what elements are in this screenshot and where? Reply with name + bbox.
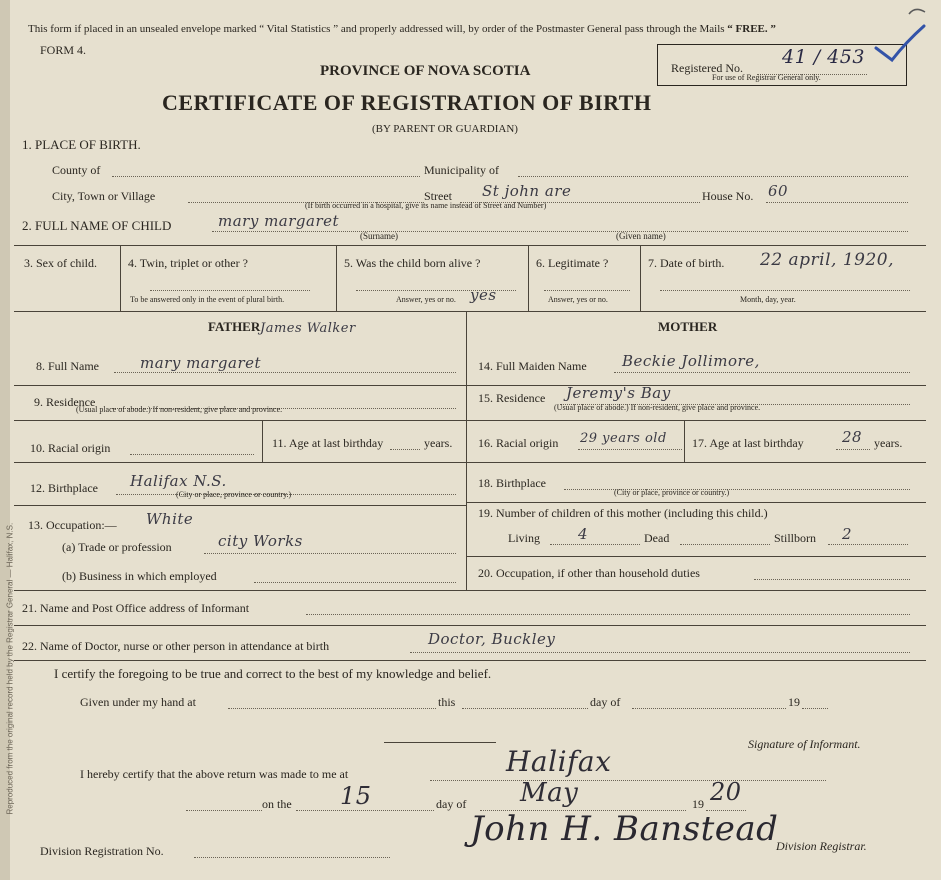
registered-value: 41 / 453 [782,46,865,68]
mother-birthplace-label: 18. Birthplace [478,476,546,490]
registrar-month-value: May [520,778,579,808]
mother-rule-3 [466,462,926,463]
father-age-line [390,449,420,450]
mother-rule-5 [466,556,926,557]
hospital-note: (If birth occurred in a hospital, give its name instead of Street and Number) [305,201,547,210]
city-label: City, Town or Village [52,189,156,203]
place-of-birth-heading: 1. PLACE OF BIRTH. [22,137,141,152]
mother-residence-note: (Usual place of abode.) If non-resident, give place and province. [554,403,761,412]
mother-age-line [836,449,870,450]
father-business-label: (b) Business in which employed [62,569,217,583]
street-value: St john are [482,182,572,200]
father-name-label: 8. Full Name [36,359,99,373]
mother-living-line [550,544,640,545]
father-rule-3 [14,462,466,463]
signature-informant-label: Signature of Informant. [748,737,861,751]
father-occupation-label: 13. Occupation:— [28,518,117,532]
mother-age-value: 28 [842,428,863,446]
row3-divider-4 [640,245,641,311]
mother-rule-2 [466,420,926,421]
corner-scribble-icon [905,2,929,26]
side-edge-text: Reproduced from the original record held by the Registrar General — Halifax, N.S. [5,522,15,815]
day-of-line [632,708,786,709]
mother-residence-value: Jeremy's Bay [566,384,671,402]
surname-note: (Surname) [360,231,398,241]
father-birthplace-note: (City or place, province or country.) [176,490,292,499]
mother-racial-label: 16. Racial origin [478,436,559,450]
mother-maiden-line [614,372,910,373]
province-title: PROVINCE OF NOVA SCOTIA [320,63,531,79]
mother-maiden-label: 14. Full Maiden Name [478,359,587,373]
father-name-line [114,372,456,373]
dob-value: 22 april, 1920, [760,250,895,270]
county-label: County of [52,163,101,177]
division-registrar-label: Division Registrar. [776,839,867,853]
division-reg-no-line [194,857,390,858]
father-birthplace-value: Halifax N.S. [130,472,227,490]
doctor-rule [14,660,926,661]
this-label: this [438,695,456,709]
mail-notice [28,24,776,35]
mother-occupation-label: 20. Occupation, if other than household duties [478,566,700,580]
mother-rule-4 [466,502,926,503]
parents-bottom-rule [14,590,926,591]
signature-line-left [384,742,496,743]
mother-birthplace-note: (City or place, province or country.) [614,488,730,497]
informant-rule [14,625,926,626]
mother-stillborn-line [828,544,908,545]
child-name-value: mary margaret [218,212,340,230]
row3-bottom-rule [14,311,926,312]
mother-maiden-value: Beckie Jollimore, [622,352,760,370]
row3-divider-2 [336,245,337,311]
on-the-label: on the [262,797,292,811]
mother-dead-label: Dead [644,531,670,545]
page-subtitle: (BY PARENT OR GUARDIAN) [372,123,518,135]
mail-notice-free: “ FREE. ” [727,23,776,35]
registrar-day-value: 15 [340,782,372,810]
father-age-years: years. [424,436,453,450]
year-prefix-1: 19 [788,695,800,709]
father-age-label: 11. Age at last birthday [272,436,384,450]
twin-line [150,290,310,291]
registered-label: Registered No. [671,61,743,75]
father-residence-label: 9. Residence [34,395,96,409]
municipality-label: Municipality of [424,163,499,177]
mother-residence-label: 15. Residence [478,391,546,405]
mother-living-value: 4 [578,525,589,543]
father-trade-value: city Works [218,532,303,550]
registrar-day-of-label: day of [436,797,467,811]
row3-divider-3 [528,245,529,311]
mother-racial-line [578,449,682,450]
given-under-line [228,708,436,709]
father-name-value: mary margaret [140,354,262,372]
mother-age-years: years. [874,436,903,450]
child-name-label: 2. FULL NAME OF CHILD [22,218,172,233]
legitimate-line [544,290,630,291]
row3-top-rule [14,245,926,246]
dob-note: Month, day, year. [740,295,796,304]
given-under-label: Given under my hand at [80,695,196,709]
form-number: FORM 4. [40,43,87,57]
informant-label: 21. Name and Post Office address of Informant [22,601,250,615]
doctor-line [410,652,910,653]
registrar-signature: John H. Banstead [470,809,779,849]
mother-children-label: 19. Number of children of this mother (including this child.) [478,506,768,520]
mother-rule-1 [466,385,926,386]
row3-divider-1 [120,245,121,311]
doctor-value: Doctor, Buckley [428,630,556,648]
father-residence-note: (Usual place of abode.) If non-resident, give place and province. [76,405,283,414]
father-name-over: James Walker [260,321,356,336]
house-label: House No. [702,189,754,203]
father-age-divider [262,420,263,462]
county-line [112,176,420,177]
parents-center-divider [466,311,467,590]
twin-label: 4. Twin, triplet or other ? [128,256,248,270]
mother-living-label: Living [508,531,540,545]
father-trade-label: (a) Trade or profession [62,540,172,554]
given-name-note: (Given name) [616,231,666,241]
legitimate-note: Answer, yes or no. [548,295,608,304]
father-racial-label: 10. Racial origin [30,441,111,455]
page-title: CERTIFICATE OF REGISTRATION OF BIRTH [162,90,652,115]
year-prefix-2: 19 [692,797,704,811]
day-of-label: day of [590,695,621,709]
left-binding-edge [0,0,15,880]
this-line [462,708,588,709]
registrar-certify-text: I hereby certify that the above return was made to me at [80,767,349,781]
dob-label: 7. Date of birth. [648,256,725,270]
father-racial-line [130,454,254,455]
father-rule-2 [14,420,466,421]
mother-occupation-line [754,579,910,580]
registrar-place-value: Halifax [506,745,612,778]
sex-label: 3. Sex of child. [24,256,97,270]
father-heading: FATHER [208,319,261,334]
on-the-pre-line [186,810,262,811]
mother-dead-line [680,544,770,545]
father-rule-4 [14,505,466,506]
father-rule-1 [14,385,466,386]
informant-line [306,614,910,615]
registrar-year-value: 20 [710,778,742,806]
father-trade-line [204,553,456,554]
father-business-line [254,582,456,583]
mother-age-label: 17. Age at last birthday [692,436,804,450]
mother-age-divider [684,420,685,462]
mother-racial-value: 29 years old [580,431,667,446]
alive-value: yes [470,286,497,304]
division-reg-no-label: Division Registration No. [40,844,164,858]
street-label: Street [424,189,452,203]
dob-line [660,290,910,291]
year-line-1 [802,708,828,709]
house-line [766,202,908,203]
father-birthplace-label: 12. Birthplace [30,481,98,495]
child-name-line [212,231,908,232]
mother-stillborn-label: Stillborn [774,531,817,545]
twin-note: To be answered only in the event of plural birth. [130,295,285,304]
municipality-line [518,176,908,177]
legitimate-label: 6. Legitimate ? [536,256,609,270]
doctor-label: 22. Name of Doctor, nurse or other person in attendance at birth [22,639,330,653]
alive-label: 5. Was the child born alive ? [344,256,481,270]
on-the-line [296,810,434,811]
mail-notice-text: This form if placed in an unsealed envelope marked “ Vital Statistics ” and properly addressed will, by order of the Postmaster General pass through the Mails [28,23,725,35]
father-occupation-value: White [146,510,194,528]
informant-certify-text: I certify the foregoing to be true and correct to the best of my knowledge and belief. [54,666,492,681]
mother-stillborn-value: 2 [842,525,853,543]
registrar-place-line [430,780,826,781]
mother-heading: MOTHER [658,319,718,334]
alive-note: Answer, yes or no. [396,295,456,304]
registrar-note: For use of Registrar General only. [712,73,821,82]
house-value: 60 [768,182,789,200]
